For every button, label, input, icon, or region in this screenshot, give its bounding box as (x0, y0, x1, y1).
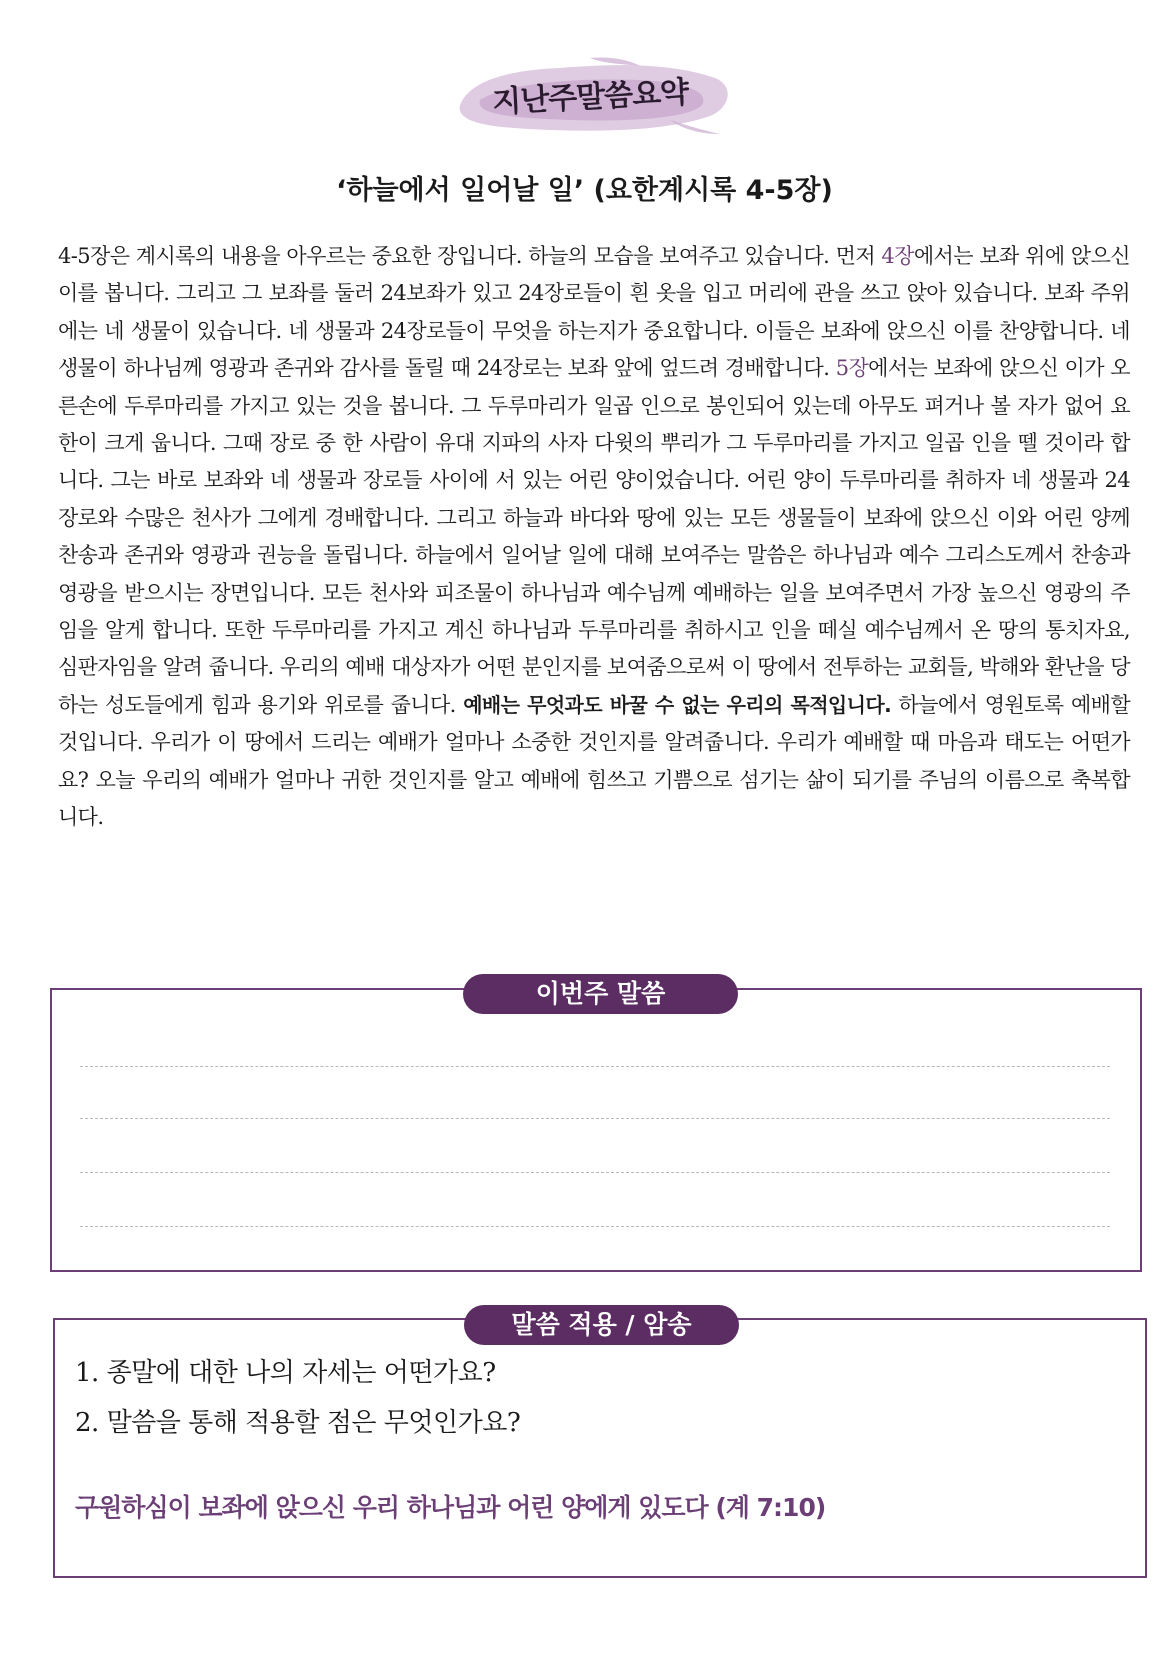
body-text-3: 에서는 보좌에 앉으신 이가 오른손에 두루마리를 가지고 있는 것을 봅니다. 그 두루마리가 일곱 인으로 봉인되어 있는데 아무도 펴거나 볼 자가 없어 요한이 크게 웁니다. 그때 장로 중 한 사람이 유대 지파의 사자 다윗의 뿌리가 그 두루마리를 가지고 일곱 인을 뗄 것이라 합니다. 그는 바로 보좌와 네 생물과 장로들 사이에 서 있는 어린 양이었습니다. 어린 양이 두루마리를 취하자 네 생물과 24장로와 수많은 천사가 그에게 경배합니다. 그리고 하늘과 바다와 땅에 있는 모든 생물들이 보좌에 앉으신 이와 어린 양께 찬송과 존귀와 영광과 권능을 돌립니다. 하늘에서 일어날 일에 대해 보여주는 말씀은 하나님과 예수 그리스도께서 찬송과 영광을 받으시는 장면입니다. 모든 천사와 피조물이 하나님과 예수님께 예배하는 일을 보여주면서 가장 높으신 영광의 주임을 알게 합니다. 또한 두루마리를 가지고 계신 하나님과 두루마리를 취하시고 인을 떼실 예수님께서 온 땅의 통치자요, 심판자임을 알려 줍니다. 우리의 예배 대상자가 어떤 분인지를 보여줌으로써 이 땅에서 전투하는 교회들, 박해와 환난을 당하는 성도들에게 힘과 용기와 위로를 줍니다. (58, 356, 1130, 717)
this-week-word-box (50, 988, 1142, 1272)
body-text-1: 4-5장은 계시록의 내용을 아우르는 중요한 장입니다. 하늘의 모습을 보여주고 있습니다. 먼저 (58, 244, 882, 268)
chapter-ref-4: 4장 (881, 244, 914, 268)
writing-line (80, 1066, 1110, 1067)
this-week-word-label: 이번주 말씀 (463, 974, 738, 1014)
question-2: 2. 말씀을 통해 적용할 점은 무엇인가요? (75, 1408, 521, 1438)
emphasis-text: 예배는 무엇과도 바꿀 수 없는 우리의 목적입니다. (463, 692, 892, 717)
header-logo (440, 50, 740, 140)
logo-text: 지난주말씀요약 (491, 74, 689, 121)
application-label: 말씀 적용 / 암송 (464, 1305, 739, 1345)
page-title: ‘하늘에서 일어날 일’ (요한계시록 4-5장) (336, 175, 833, 206)
body-text-2: 에서는 보좌 위에 앉으신 이를 봅니다. 그리고 그 보좌를 둘러 24보좌가 있고 24장로들이 흰 옷을 입고 머리에 관을 쓰고 앉아 있습니다. 보좌 주위에는 네 생물이 있습니다. 네 생물과 24장로들이 무엇을 하는지가 중요합니다. 이들은 보좌에 앉으신 이를 찬양합니다. 네 생물이 하나님께 영광과 존귀와 감사를 돌릴 때 24장로는 보좌 앞에 엎드려 경배합니다. (58, 244, 1130, 381)
question-1: 1. 종말에 대한 나의 자세는 어떤가요? (75, 1358, 496, 1388)
writing-line (80, 1118, 1110, 1119)
memory-verse: 구원하심이 보좌에 앉으신 우리 하나님과 어린 양에게 있도다 (계 7:10) (75, 1493, 826, 1522)
summary-paragraph (58, 238, 1130, 837)
body-text-4: 하늘에서 영원토록 예배할 것입니다. 우리가 이 땅에서 드리는 예배가 얼마나 소중한 것인지를 알려줍니다. 우리가 예배할 때 마음과 태도는 어떤가요? 오늘 우리의 예배가 얼마나 귀한 것인지를 알고 예배에 힘쓰고 기쁨으로 섬기는 삶이 되기를 주님의 이름으로 축복합니다. (58, 692, 1131, 830)
writing-line (80, 1172, 1110, 1173)
writing-line (80, 1226, 1110, 1227)
chapter-ref-5: 5장 (835, 356, 869, 381)
